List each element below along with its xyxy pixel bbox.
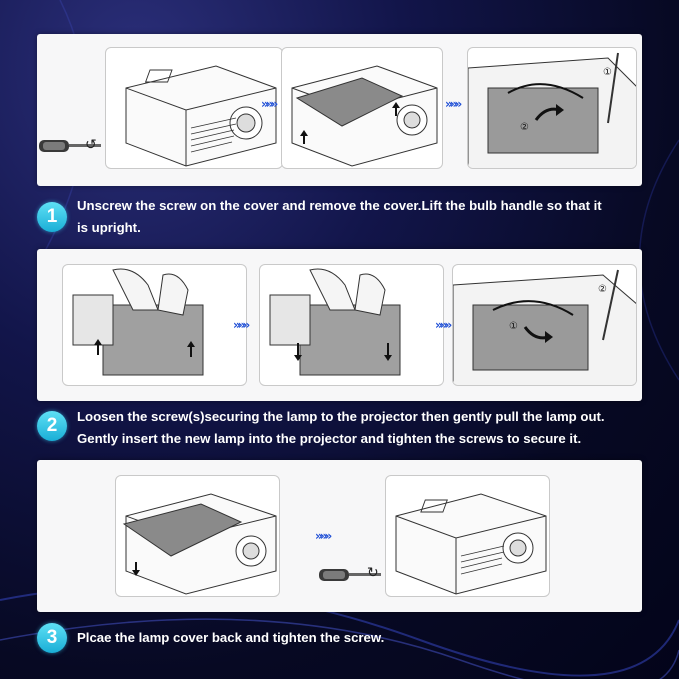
step3-instruction-line1: Plcae the lamp cover back and tighten the screw. xyxy=(77,630,385,645)
projector-illustration xyxy=(282,48,443,169)
step2-instruction-line1: Loosen the screw(s)securing the lamp to the projector then gently pull the lamp out. xyxy=(77,409,605,424)
projector-illustration xyxy=(106,48,283,169)
step1-instruction-line1: Unscrew the screw on the cover and remove the cover.Lift the bulb handle so that it xyxy=(77,198,602,213)
step3-image-panel xyxy=(37,460,642,612)
lamp-module-illustration xyxy=(453,265,637,386)
step3-image-place-cover xyxy=(115,475,280,597)
step2-arrows-2: »»» xyxy=(435,318,450,332)
step3-number-badge: 3 xyxy=(37,623,67,653)
step1-image-panel xyxy=(37,34,642,186)
step1-image-lift-handle xyxy=(467,47,637,169)
callout-2: ② xyxy=(598,284,607,295)
step2-image-insert-lamp xyxy=(452,264,637,386)
projector-illustration xyxy=(116,476,280,597)
step2-instruction-line2: Gently insert the new lamp into the projector and tighten the screws to secure it. xyxy=(77,431,582,446)
step1-image-remove-cover xyxy=(281,47,443,169)
step2-image-pull-lamp xyxy=(259,264,444,386)
step2-image-loosen-screws xyxy=(62,264,247,386)
step2-arrows-1: »»» xyxy=(233,318,248,332)
step1-number-badge: 1 xyxy=(37,202,67,232)
rotate-arrow-icon: ↻ xyxy=(367,564,379,580)
step1-arrows-2: »»» xyxy=(445,97,460,111)
projector-illustration xyxy=(386,476,550,597)
step3-arrows: »»» xyxy=(315,529,330,543)
lamp-module-illustration xyxy=(63,265,247,386)
step3-image-tighten-screw xyxy=(385,475,550,597)
lamp-module-illustration xyxy=(468,48,637,169)
hand-illustration xyxy=(113,269,158,310)
callout-1: ① xyxy=(603,67,612,78)
lamp-module-illustration xyxy=(260,265,444,386)
step1-arrows-1: »»» xyxy=(261,97,276,111)
step2-number-badge: 2 xyxy=(37,411,67,441)
callout-1: ① xyxy=(509,321,518,332)
step2-image-panel xyxy=(37,249,642,401)
rotate-arrow-icon: ↺ xyxy=(85,136,97,152)
step1-instruction-line2: is upright. xyxy=(77,220,141,235)
callout-2: ② xyxy=(520,122,529,133)
step1-image-unscrew-cover xyxy=(105,47,283,169)
